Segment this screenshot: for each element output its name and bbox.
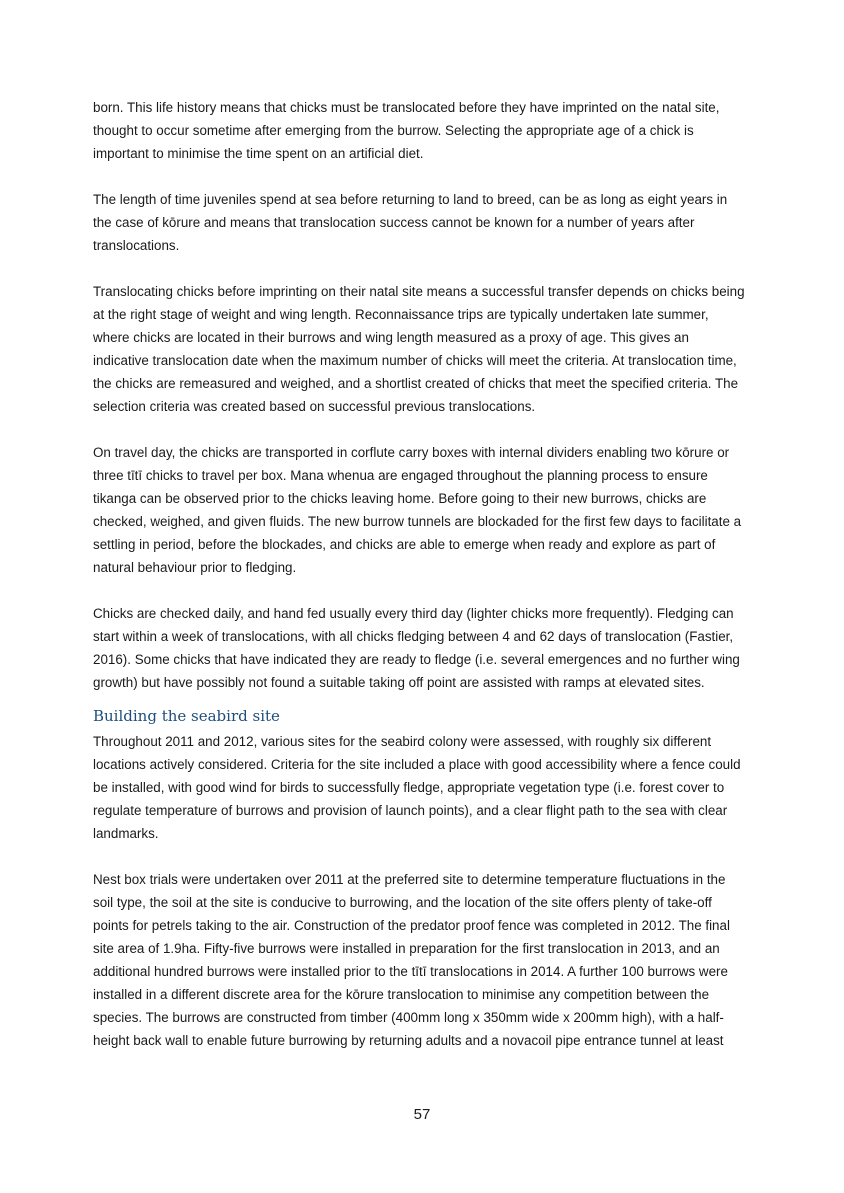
paragraph-juveniles-at-sea: The length of time juveniles spend at sea before returning to land to breed, can be as long as eight years in the case of kōrure and means that translocation success cannot be known for a number of years after translocations. [93, 192, 728, 253]
page-number: 57 [413, 1106, 431, 1123]
paragraph-travel-day: On travel day, the chicks are transported in corflute carry boxes with internal dividers enabling two kōrure or three tītī chicks to travel per box. Mana whenua are engaged throughout the planning process to ensure tikanga can be observed prior to the chicks leaving home. Before going to their new burrows, chicks are checked, weighed, and given fluids. The new burrow tunnels are blockaded for the first few days to facilitate a settling in period, before the blockades, and chicks are able to emerge when ready and explore as part of natural behaviour prior to fledging. [93, 445, 742, 575]
paragraph-site-assessment: Throughout 2011 and 2012, various sites for the seabird colony were assessed, with roughly six different locations actively considered. Criteria for the site included a place with good accessibility where a fence could be installed, with good wind for birds to successfully fledge, appropriate vegetation type (i.e. forest cover to regulate temperature of burrows and provision of launch points), and a clear flight path to the sea with clear landmarks. [93, 734, 741, 841]
section-heading: Building the seabird site [93, 707, 280, 725]
paragraph-life-history: born. This life history means that chicks must be translocated before they have imprinted on the natal site, thought to occur sometime after emerging from the burrow. Selecting the appropriate age of a chick is important to minimise the time spent on an artificial diet. [93, 100, 720, 161]
paragraph-fledging: Chicks are checked daily, and hand fed usually every third day (lighter chicks more frequently). Fledging can start within a week of translocations, with all chicks fledging between 4 and 62 days of translocation (Fastier, 2016). Some chicks that have indicated they are ready to fledge (i.e. several emergences and no further wing growth) but have possibly not found a suitable taking off point are assisted with ramps at elevated sites. [93, 606, 740, 690]
paragraph-nest-box-trials: Nest box trials were undertaken over 2011 at the preferred site to determine temperature fluctuations in the soil type, the soil at the site is conducive to burrowing, and the location of the site offers plenty of take-off points for petrels taking to the air. Construction of the predator proof fence was completed in 2012. The final site area of 1.9ha. Fifty-five burrows were installed in preparation for the first translocation in 2013, and an additional hundred burrows were installed prior to the tītī translocations in 2014. A further 100 burrows were installed in a different discrete area for the kōrure translocation to minimise any competition between the species. The burrows are constructed from timber (400mm long x 350mm wide x 200mm high), with a half-height back wall to enable future burrowing by returning adults and a novacoil pipe entrance tunnel at least [93, 872, 730, 1048]
page-body [93, 96, 745, 1052]
paragraph-translocating-chicks: Translocating chicks before imprinting on their natal site means a successful transfer depends on chicks being at the right stage of weight and wing length. Reconnaissance trips are typically undertaken late summer, where chicks are located in their burrows and wing length measured as a proxy of age. This gives an indicative translocation date when the maximum number of chicks will meet the criteria. At translocation time, the chicks are remeasured and weighed, and a shortlist created of chicks that meet the specified criteria. The selection criteria was created based on successful previous translocations. [93, 284, 745, 414]
